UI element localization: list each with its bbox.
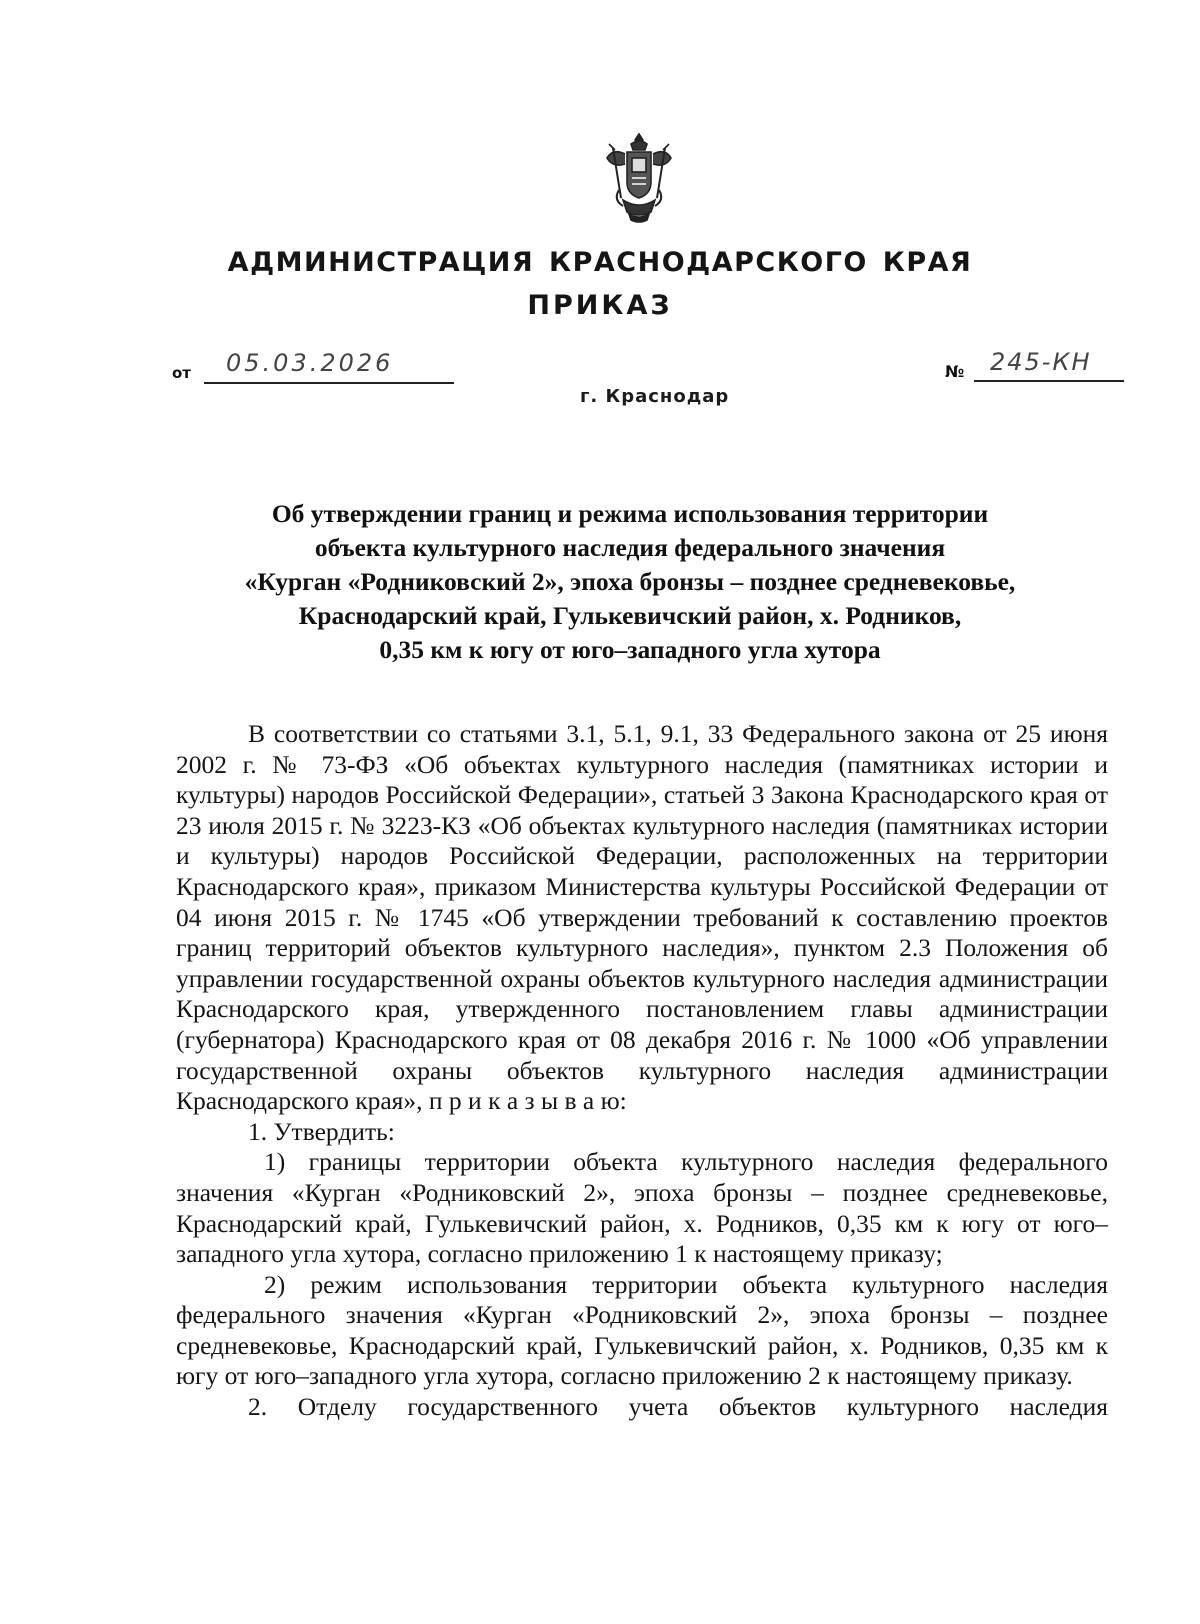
number-label: № <box>945 362 965 381</box>
handwritten-number: 245-КН <box>990 348 1092 376</box>
order-body <box>176 719 1108 1423</box>
item-1-1: 1) границы территории объекта культурного наследия федерального значения «Курган «Родниковский 2», эпоха бронзы – позднее средневековье, Краснодарский край, Гулькевичский район, х. Родников, 0,35 км к югу от юго–западного угла хутора, согласно приложению 1 к настоящему приказу; <box>176 1147 1108 1269</box>
subject-line: 0,35 км к югу от юго–западного угла хутора <box>379 635 881 664</box>
city-name: г. Краснодар <box>580 386 730 407</box>
subject-line: объекта культурного наследия федерального значения <box>314 533 946 562</box>
coat-of-arms-emblem <box>603 130 675 226</box>
subject-line: «Курган «Родниковский 2», эпоха бронзы – позднее средневековье, <box>244 567 1016 596</box>
order-word: п р и к а з ы в а ю: <box>428 1086 627 1116</box>
preamble-paragraph <box>176 719 1108 1117</box>
subject-line: Краснодарский край, Гулькевичский район, х. Родников, <box>298 601 962 630</box>
date-label: от <box>172 364 191 382</box>
handwritten-date: 05.03.2026 <box>226 349 394 377</box>
item-2: 2. Отделу государственного учета объектов культурного наследия <box>248 1392 1108 1422</box>
order-subject <box>180 497 1080 667</box>
number-underline <box>974 380 1124 382</box>
document-type-title: ПРИКАЗ <box>527 290 673 321</box>
subject-line: Об утверждении границ и режима использования территории <box>271 499 989 528</box>
preamble-text: В соответствии со статьями 3.1, 5.1, 9.1, 33 Федерального закона от 25 июня 2002 г. № 73-ФЗ «Об объектах культурного наследия (памятниках истории и культуры) народов Российской Федерации», статьей 3 Закона Краснодарского края от 23 июля 2015 г. № 3223-КЗ «Об объектах культурного наследия (памятниках истории и культуры) народов Российской Федерации, расположенных на территории Краснодарского края», приказом Министерства культуры Российской Федерации от 04 июня 2015 г. № 1745 «Об утверждении требований к составлению проектов границ территорий объектов культурного наследия», пунктом 2.3 Положения об управлении государственной охраны объектов культурного наследия администрации Краснодарского края, утвержденного постановлением главы администрации (губернатора) Краснодарского края от 08 декабря 2016 г. № 1000 «Об управлении государственной охраны объектов культурного наследия администрации Краснодарского края», <box>176 719 1108 1116</box>
organization-title: АДМИНИСТРАЦИЯ КРАСНОДАРСКОГО КРАЯ <box>227 247 973 278</box>
item-1-2: 2) режим использования территории объекта культурного наследия федерального значения «Курган «Родниковский 2», эпоха бронзы – позднее средневековье, Краснодарский край, Гулькевичский район, х. Родников, 0,35 км к югу от юго–западного угла хутора, согласно приложению 2 к настоящему приказу. <box>176 1269 1108 1391</box>
date-underline <box>204 382 454 384</box>
item-1: 1. Утвердить: <box>248 1116 395 1146</box>
